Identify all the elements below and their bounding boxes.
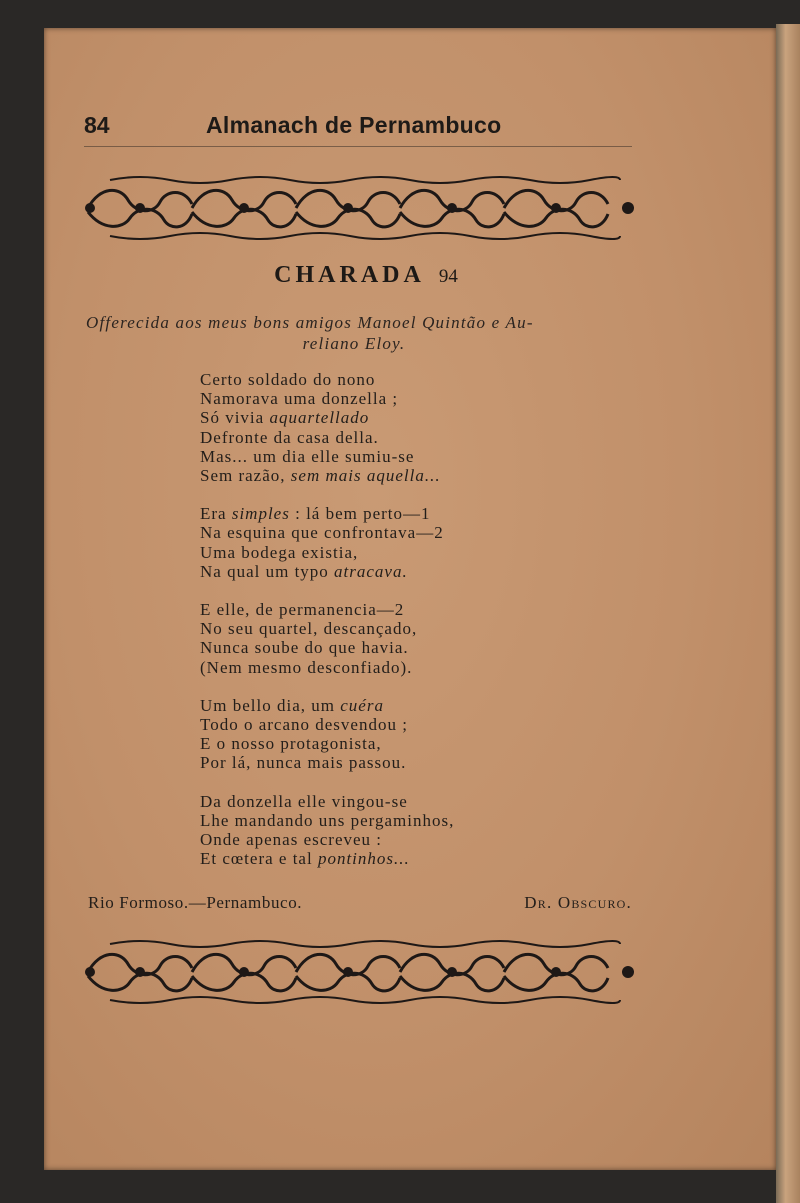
italic-text: atracava. <box>334 561 408 581</box>
verse-text: : lá bem perto—1 <box>289 504 431 524</box>
verse-line <box>200 600 600 619</box>
ornament-top <box>80 172 640 242</box>
italic-text: sem mais aquella... <box>290 466 441 486</box>
verse-text: E o nosso protagonista, <box>200 734 382 754</box>
stanza <box>200 696 600 773</box>
verse-line <box>200 811 600 830</box>
verse-text: Lhe mandando uns pergaminhos, <box>200 810 455 830</box>
signature-author: Dr. Obscuro. <box>524 893 632 912</box>
verse-text: Na qual um typo <box>200 561 335 581</box>
stanza <box>200 504 600 581</box>
verse-text: No seu quartel, descançado, <box>200 619 418 639</box>
verse-line <box>200 830 600 849</box>
verse-line <box>200 638 600 657</box>
verse-text: Sem razão, <box>200 466 291 486</box>
dedication-line: reliano Eloy. <box>302 334 406 353</box>
verse-line <box>200 753 600 772</box>
verse-text: Et cœtera e tal <box>200 849 318 869</box>
verse-text: Era <box>200 504 232 524</box>
verse-line <box>200 658 600 677</box>
ornament-bottom <box>80 936 640 1006</box>
dedication-line: Offerecida aos meus bons amigos Manoel Quintão e Au- <box>86 313 534 332</box>
italic-text: simples <box>231 504 290 524</box>
verse-line <box>200 562 600 581</box>
verse-text: Na esquina que confrontava—2 <box>200 523 444 543</box>
running-header <box>84 112 644 144</box>
verse-text: Defronte da casa della. <box>200 427 379 447</box>
signature-line <box>88 893 632 917</box>
signature-place: Rio Formoso.—Pernambuco. <box>88 893 303 912</box>
verse-line <box>200 792 600 811</box>
verse-text: Mas... um dia elle sumiu-se <box>200 446 415 466</box>
italic-text: aquartellado <box>269 408 370 428</box>
verse-text: Uma bodega existia, <box>200 542 359 562</box>
verse-text: Onde apenas escreveu : <box>200 830 383 850</box>
verse-text: (Nem mesmo desconfiado). <box>200 657 413 677</box>
italic-text: pontinhos... <box>317 849 410 869</box>
verse-text: Só vivia <box>200 408 270 428</box>
verse-text: Da donzella elle vingou-se <box>200 791 408 811</box>
verse-line <box>200 619 600 638</box>
verse-text: Certo soldado do nono <box>200 370 376 389</box>
italic-text: cuéra <box>340 695 384 715</box>
chapter-number: 94 <box>438 266 458 287</box>
verse-line <box>200 408 600 427</box>
verse-text: Namorava uma donzella ; <box>200 389 399 409</box>
stanza <box>200 370 600 485</box>
dedication <box>86 312 652 354</box>
verse-line <box>200 447 600 466</box>
verse-line <box>200 523 600 542</box>
chapter-heading <box>0 262 732 289</box>
chapter-title: CHARADA <box>274 262 425 288</box>
verse-text: Nunca soube do que havia. <box>200 638 409 658</box>
verse-line <box>200 543 600 562</box>
running-title: Almanach de Pernambuco <box>206 112 502 138</box>
verse-text: Por lá, nunca mais passou. <box>200 753 407 773</box>
stanza <box>200 792 600 869</box>
poem <box>200 370 600 887</box>
verse-line <box>200 466 600 485</box>
verse-text: E elle, de permanencia—2 <box>200 600 405 620</box>
verse-text: Todo o arcano desvendou ; <box>200 715 408 735</box>
verse-line <box>200 734 600 753</box>
adjacent-page-edge <box>776 24 800 1203</box>
verse-line <box>200 389 600 408</box>
verse-line <box>200 370 600 389</box>
verse-line <box>200 715 600 734</box>
verse-line <box>200 696 600 715</box>
page-number: 84 <box>84 112 110 138</box>
verse-line <box>200 849 600 868</box>
header-rule <box>84 146 632 147</box>
verse-text: Um bello dia, um <box>200 695 341 715</box>
verse-line <box>200 504 600 523</box>
stanza <box>200 600 600 677</box>
verse-line <box>200 428 600 447</box>
